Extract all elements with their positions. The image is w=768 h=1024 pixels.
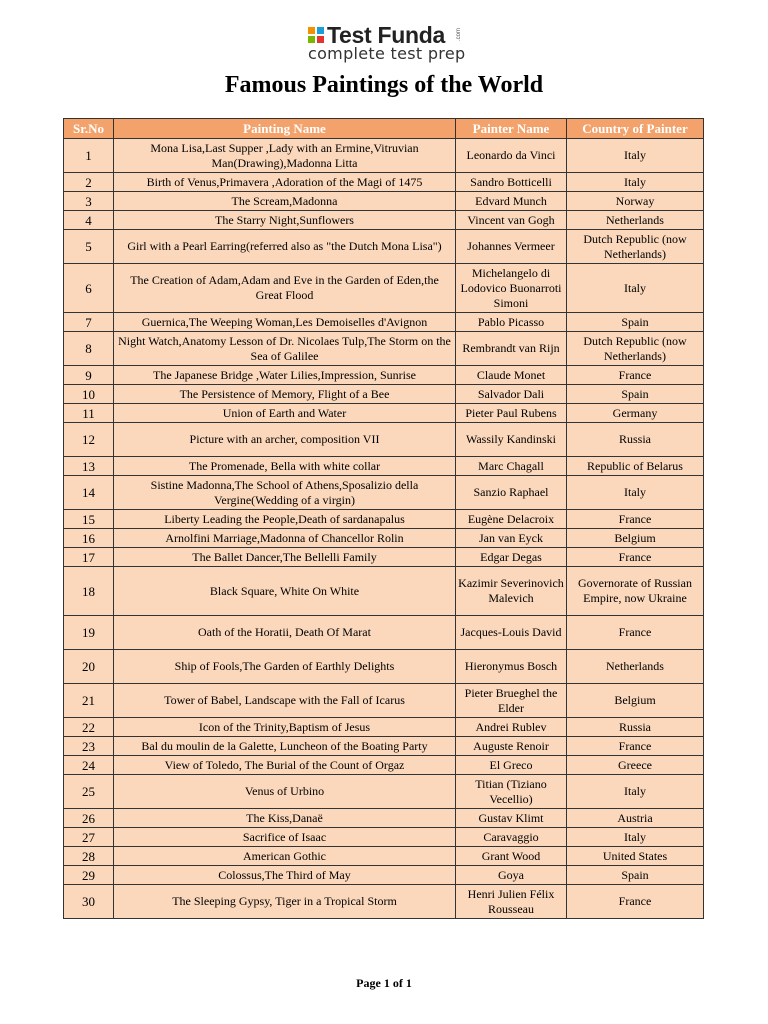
cell-painter-name: Rembrandt van Rijn — [456, 332, 567, 366]
cell-sr-no: 4 — [64, 211, 114, 230]
cell-painting-name: Arnolfini Marriage,Madonna of Chancellor Rolin — [114, 529, 456, 548]
cell-painter-name: Jacques-Louis David — [456, 616, 567, 650]
cell-painter-name: Edvard Munch — [456, 192, 567, 211]
cell-country: France — [567, 885, 704, 919]
cell-painting-name: The Japanese Bridge ,Water Lilies,Impression, Sunrise — [114, 366, 456, 385]
logo-name: Test Funda — [327, 22, 445, 48]
cell-country: Italy — [567, 775, 704, 809]
cell-painter-name: Sanzio Raphael — [456, 476, 567, 510]
table-row — [64, 423, 704, 457]
cell-painter-name: El Greco — [456, 756, 567, 775]
table-row — [64, 529, 704, 548]
table-row — [64, 313, 704, 332]
page-footer: Page 1 of 1 — [356, 976, 412, 990]
header-country: Country of Painter — [567, 119, 704, 139]
cell-sr-no: 5 — [64, 230, 114, 264]
cell-country: Italy — [567, 173, 704, 192]
cell-sr-no: 26 — [64, 809, 114, 828]
cell-painter-name: Caravaggio — [456, 828, 567, 847]
cell-sr-no: 21 — [64, 684, 114, 718]
table-row — [64, 684, 704, 718]
cell-sr-no: 16 — [64, 529, 114, 548]
cell-country: Italy — [567, 139, 704, 173]
cell-painting-name: Colossus,The Third of May — [114, 866, 456, 885]
cell-country: France — [567, 737, 704, 756]
cell-sr-no: 3 — [64, 192, 114, 211]
cell-painting-name: American Gothic — [114, 847, 456, 866]
table-row — [64, 828, 704, 847]
cell-painting-name: The Scream,Madonna — [114, 192, 456, 211]
cell-country: Austria — [567, 809, 704, 828]
table-row — [64, 332, 704, 366]
cell-sr-no: 19 — [64, 616, 114, 650]
cell-painting-name: Oath of the Horatii, Death Of Marat — [114, 616, 456, 650]
cell-painting-name: The Kiss,Danaë — [114, 809, 456, 828]
cell-painting-name: Liberty Leading the People,Death of sardanapalus — [114, 510, 456, 529]
cell-painter-name: Michelangelo di Lodovico Buonarroti Simoni — [456, 264, 567, 313]
cell-painting-name: The Ballet Dancer,The Bellelli Family — [114, 548, 456, 567]
cell-country: Netherlands — [567, 650, 704, 684]
cell-country: Norway — [567, 192, 704, 211]
cell-painting-name: Sistine Madonna,The School of Athens,Sposalizio della Vergine(Wedding of a virgin) — [114, 476, 456, 510]
table-row — [64, 650, 704, 684]
cell-painter-name: Jan van Eyck — [456, 529, 567, 548]
table-row — [64, 775, 704, 809]
cell-painting-name: Black Square, White On White — [114, 567, 456, 616]
cell-sr-no: 14 — [64, 476, 114, 510]
header-painter-name: Painter Name — [456, 119, 567, 139]
cell-country: Spain — [567, 313, 704, 332]
cell-country: Italy — [567, 828, 704, 847]
table-row — [64, 567, 704, 616]
cell-sr-no: 2 — [64, 173, 114, 192]
cell-painter-name: Vincent van Gogh — [456, 211, 567, 230]
cell-sr-no: 18 — [64, 567, 114, 616]
cell-painting-name: Picture with an archer, composition VII — [114, 423, 456, 457]
header-sr-no: Sr.No — [64, 119, 114, 139]
cell-painter-name: Wassily Kandinski — [456, 423, 567, 457]
cell-sr-no: 28 — [64, 847, 114, 866]
cell-country: Italy — [567, 476, 704, 510]
cell-painter-name: Marc Chagall — [456, 457, 567, 476]
cell-painter-name: Hieronymus Bosch — [456, 650, 567, 684]
cell-painter-name: Pieter Brueghel the Elder — [456, 684, 567, 718]
table-row — [64, 264, 704, 313]
logo-square-blue — [317, 27, 324, 34]
cell-country: Russia — [567, 718, 704, 737]
cell-country: Netherlands — [567, 211, 704, 230]
cell-painting-name: The Promenade, Bella with white collar — [114, 457, 456, 476]
cell-painter-name: Eugène Delacroix — [456, 510, 567, 529]
logo-square-orange — [308, 27, 315, 34]
table-row — [64, 476, 704, 510]
logo-square-red — [317, 36, 324, 43]
table-row — [64, 809, 704, 828]
table-row — [64, 230, 704, 264]
cell-painter-name: Gustav Klimt — [456, 809, 567, 828]
cell-country: Dutch Republic (now Netherlands) — [567, 332, 704, 366]
cell-painter-name: Henri Julien Félix Rousseau — [456, 885, 567, 919]
table-row — [64, 139, 704, 173]
cell-painting-name: Sacrifice of Isaac — [114, 828, 456, 847]
logo-com: .com — [456, 28, 462, 42]
cell-sr-no: 13 — [64, 457, 114, 476]
cell-painting-name: The Starry Night,Sunflowers — [114, 211, 456, 230]
cell-country: Greece — [567, 756, 704, 775]
cell-painting-name: View of Toledo, The Burial of the Count of Orgaz — [114, 756, 456, 775]
cell-country: Spain — [567, 866, 704, 885]
cell-painting-name: Union of Earth and Water — [114, 404, 456, 423]
table-row — [64, 616, 704, 650]
cell-sr-no: 1 — [64, 139, 114, 173]
cell-painting-name: Ship of Fools,The Garden of Earthly Delights — [114, 650, 456, 684]
table-row — [64, 510, 704, 529]
cell-painting-name: Night Watch,Anatomy Lesson of Dr. Nicolaes Tulp,The Storm on the Sea of Galilee — [114, 332, 456, 366]
logo-tagline: complete test prep — [308, 44, 466, 63]
cell-painting-name: The Sleeping Gypsy, Tiger in a Tropical Storm — [114, 885, 456, 919]
cell-country: France — [567, 616, 704, 650]
cell-sr-no: 27 — [64, 828, 114, 847]
table-body — [64, 139, 704, 919]
cell-country: Governorate of Russian Empire, now Ukraine — [567, 567, 704, 616]
cell-painter-name: Grant Wood — [456, 847, 567, 866]
cell-country: Dutch Republic (now Netherlands) — [567, 230, 704, 264]
table-row — [64, 548, 704, 567]
cell-sr-no: 25 — [64, 775, 114, 809]
table-row — [64, 756, 704, 775]
table-row — [64, 885, 704, 919]
cell-sr-no: 22 — [64, 718, 114, 737]
cell-painter-name: Edgar Degas — [456, 548, 567, 567]
cell-sr-no: 8 — [64, 332, 114, 366]
test-funda-logo — [308, 24, 468, 68]
table-row — [64, 173, 704, 192]
table-row — [64, 404, 704, 423]
cell-painter-name: Auguste Renoir — [456, 737, 567, 756]
cell-country: Republic of Belarus — [567, 457, 704, 476]
logo-grid-icon — [308, 27, 324, 43]
cell-country: Italy — [567, 264, 704, 313]
cell-painting-name: Birth of Venus,Primavera ,Adoration of the Magi of 1475 — [114, 173, 456, 192]
table-row — [64, 457, 704, 476]
cell-sr-no: 15 — [64, 510, 114, 529]
cell-sr-no: 11 — [64, 404, 114, 423]
cell-painting-name: Mona Lisa,Last Supper ,Lady with an Ermine,Vitruvian Man(Drawing),Madonna Litta — [114, 139, 456, 173]
cell-painter-name: Goya — [456, 866, 567, 885]
cell-painting-name: Icon of the Trinity,Baptism of Jesus — [114, 718, 456, 737]
cell-country: Belgium — [567, 684, 704, 718]
cell-sr-no: 6 — [64, 264, 114, 313]
cell-painting-name: The Persistence of Memory, Flight of a Bee — [114, 385, 456, 404]
cell-painting-name: The Creation of Adam,Adam and Eve in the Garden of Eden,the Great Flood — [114, 264, 456, 313]
table-header-row — [64, 119, 704, 139]
table-row — [64, 847, 704, 866]
cell-country: United States — [567, 847, 704, 866]
cell-painting-name: Venus of Urbino — [114, 775, 456, 809]
page-title: Famous Paintings of the World — [224, 72, 544, 98]
table-row — [64, 718, 704, 737]
cell-painter-name: Pablo Picasso — [456, 313, 567, 332]
cell-sr-no: 20 — [64, 650, 114, 684]
cell-painting-name: Guernica,The Weeping Woman,Les Demoiselles d'Avignon — [114, 313, 456, 332]
cell-painter-name: Claude Monet — [456, 366, 567, 385]
table-row — [64, 866, 704, 885]
table-row — [64, 211, 704, 230]
paintings-table — [63, 118, 704, 919]
cell-sr-no: 17 — [64, 548, 114, 567]
table-row — [64, 737, 704, 756]
cell-country: France — [567, 510, 704, 529]
cell-painter-name: Johannes Vermeer — [456, 230, 567, 264]
table-row — [64, 385, 704, 404]
cell-country: France — [567, 548, 704, 567]
table-row — [64, 192, 704, 211]
cell-country: Germany — [567, 404, 704, 423]
cell-sr-no: 30 — [64, 885, 114, 919]
cell-sr-no: 10 — [64, 385, 114, 404]
table-row — [64, 366, 704, 385]
cell-country: France — [567, 366, 704, 385]
cell-sr-no: 12 — [64, 423, 114, 457]
cell-painter-name: Pieter Paul Rubens — [456, 404, 567, 423]
cell-country: Spain — [567, 385, 704, 404]
cell-painter-name: Titian (Tiziano Vecellio) — [456, 775, 567, 809]
header-painting-name: Painting Name — [114, 119, 456, 139]
cell-painter-name: Andrei Rublev — [456, 718, 567, 737]
cell-painter-name: Leonardo da Vinci — [456, 139, 567, 173]
cell-sr-no: 24 — [64, 756, 114, 775]
cell-painting-name: Bal du moulin de la Galette, Luncheon of the Boating Party — [114, 737, 456, 756]
cell-sr-no: 29 — [64, 866, 114, 885]
cell-country: Russia — [567, 423, 704, 457]
cell-painter-name: Sandro Botticelli — [456, 173, 567, 192]
cell-painting-name: Tower of Babel, Landscape with the Fall of Icarus — [114, 684, 456, 718]
cell-sr-no: 9 — [64, 366, 114, 385]
cell-painting-name: Girl with a Pearl Earring(referred also as "the Dutch Mona Lisa") — [114, 230, 456, 264]
cell-painter-name: Salvador Dali — [456, 385, 567, 404]
cell-painter-name: Kazimir Severinovich Malevich — [456, 567, 567, 616]
cell-sr-no: 23 — [64, 737, 114, 756]
cell-country: Belgium — [567, 529, 704, 548]
logo-square-green — [308, 36, 315, 43]
cell-sr-no: 7 — [64, 313, 114, 332]
